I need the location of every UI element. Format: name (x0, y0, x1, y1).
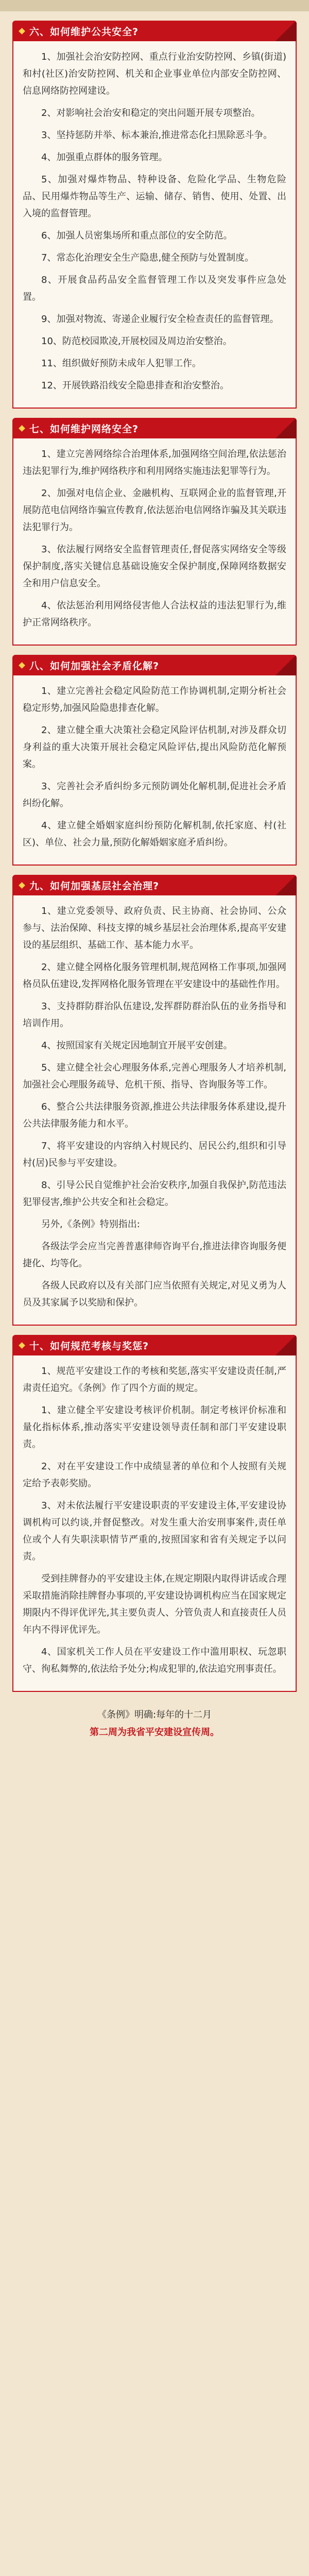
diamond-icon (19, 28, 25, 35)
section (12, 418, 297, 646)
section-paragraph: 8、开展食品药品安全监督管理工作以及突发事件应急处置。 (23, 275, 286, 302)
section-paragraph: 5、建立健全社会心理服务体系,完善心理服务人才培养机制,加强社会心理服务疏导、危机干预、指导、咨询服务等工作。 (23, 1062, 286, 1090)
diamond-icon (19, 662, 25, 669)
section-paragraph: 各级人民政府以及有关部门应当依照有关规定,对见义勇为人员及其家属予以奖励和保护。 (23, 1280, 286, 1308)
section-paragraph: 另外,《条例》特别指出: (41, 1219, 140, 1230)
section (12, 21, 297, 409)
section-paragraph: 2、加强对电信企业、金融机构、互联网企业的监督管理,开展防范电信网络诈骗宣传教育,依法惩治电信网络诈骗及其关联违法犯罪行为。 (23, 488, 286, 533)
section-paragraph: 3、支持群防群治队伍建设,发挥群防群治队伍的业务指导和培训作用。 (23, 1001, 286, 1029)
sections-container (0, 21, 309, 1692)
section-paragraph: 4、国家机关工作人员在平安建设工作中滥用职权、玩忽职守、徇私舞弊的,依法给予处分;构成犯罪的,依法追究刑事责任。 (23, 1647, 286, 1674)
section (12, 1335, 297, 1692)
section-body (12, 1355, 297, 1692)
section-paragraph: 2、对影响社会治安和稳定的突出问题开展专项整治。 (41, 108, 261, 118)
section-paragraph: 5、加强对爆炸物品、特种设备、危险化学品、生物危险品、民用爆炸物品等生产、运输、储存、销售、使用、处置、出入境的监督管理。 (23, 174, 286, 219)
section-header (12, 418, 297, 438)
section-paragraph: 4、加强重点群体的服务管理。 (41, 152, 168, 163)
section-paragraph: 12、开展铁路沿线安全隐患排查和治安整治。 (41, 380, 229, 391)
section-title: 六、如何维护公共安全? (29, 26, 139, 38)
section-title: 八、如何加强社会矛盾化解? (29, 660, 160, 672)
section-paragraph: 1、规范平安建设工作的考核和奖惩,落实平安建设责任制,严肃责任追究。《条例》作了四个方面的规定。 (23, 1366, 286, 1394)
section-header (12, 875, 297, 895)
section-header (12, 655, 297, 675)
section-title: 十、如何规范考核与奖惩? (29, 1340, 149, 1352)
header-corner-decoration (275, 21, 297, 41)
section-paragraph: 7、常态化治理安全生产隐患,健全预防与处置制度。 (41, 252, 254, 263)
header-corner-decoration (275, 875, 297, 895)
section-paragraph: 3、对未依法履行平安建设职责的平安建设主体,平安建设协调机构可以约谈,并督促整改。对发生重大治安刑事案件,责任单位或个人有失职渎职情节严重的,按照国家和省有关规定予以问责。 (23, 1500, 286, 1562)
section (12, 875, 297, 1326)
header-corner-decoration (275, 1335, 297, 1355)
section-title: 九、如何加强基层社会治理? (29, 880, 160, 892)
section-paragraph: 1、加强社会治安防控网、重点行业治安防控网、乡镇(街道)和村(社区)治安防控网、机关和企业事业单位内部安全防控网、信息网络防控网建设。 (23, 52, 286, 96)
section-paragraph: 3、依法履行网络安全监督管理责任,督促落实网络安全等级保护制度,落实关键信息基础设施安全保护制度,保障网络数据安全和用户信息安全。 (23, 544, 286, 589)
section-body (12, 895, 297, 1326)
footer-line-1: 《条例》明确:每年的十二月 (97, 1709, 212, 1720)
section-paragraph: 11、组织做好预防未成年人犯罪工作。 (41, 358, 201, 369)
section-paragraph: 3、坚持惩防并举、标本兼治,推进常态化扫黑除恶斗争。 (41, 130, 273, 141)
section-paragraph: 7、将平安建设的内容纳入村规民约、居民公约,组织和引导村(居)民参与平安建设。 (23, 1141, 286, 1168)
section-paragraph: 受到挂牌督办的平安建设主体,在规定期限内取得讲话或合理采取措施消除挂牌督办事项的,平安建设协调机构应当在国家规定期限内不得评优评先,其主要负责人、分管负责人和直接责任人员年内不得评优评先。 (23, 1573, 286, 1635)
section-paragraph: 2、建立健全重大决策社会稳定风险评估机制,对涉及群众切身利益的重大决策开展社会稳定风险评估,提出风险防范化解预案。 (23, 725, 286, 770)
section-paragraph: 6、整合公共法律服务资源,推进公共法律服务体系建设,提升公共法律服务能力和水平。 (23, 1101, 286, 1129)
section-paragraph: 1、建立完善社会稳定风险防范工作协调机制,定期分析社会稳定形势,加强风险隐患排查化解。 (23, 686, 286, 714)
diamond-icon (19, 882, 25, 889)
section-paragraph: 3、完善社会矛盾纠纷多元预防调处化解机制,促进社会矛盾纠纷化解。 (23, 781, 286, 809)
section-paragraph: 8、引导公民自觉维护社会治安秩序,加强自我保护,防范违法犯罪侵害,维护公共安全和社会稳定。 (23, 1180, 286, 1208)
section (12, 655, 297, 866)
section-paragraph: 9、加强对物流、寄递企业履行安全检查责任的监督管理。 (41, 314, 279, 325)
section-body (12, 41, 297, 409)
section-paragraph: 1、建立完善网络综合治理体系,加强网络空间治理,依法惩治违法犯罪行为,维护网络秩序和利用网络实施违法犯罪等行为。 (23, 449, 286, 477)
header-corner-decoration (275, 418, 297, 438)
section-paragraph: 1、建立健全平安建设考核评价机制。制定考核评价标准和量化指标体系,推动落实平安建设领导责任制和部门平安建设职责。 (23, 1405, 286, 1450)
footer-line-2: 第二周为我省平安建设宣传周。 (90, 1727, 219, 1738)
section-paragraph: 6、加强人员密集场所和重点部位的安全防范。 (41, 230, 233, 241)
diamond-icon (19, 1342, 25, 1349)
section-title: 七、如何维护网络安全? (29, 423, 139, 435)
footer-note (12, 1701, 297, 1757)
section-body (12, 438, 297, 646)
section-paragraph: 4、按照国家有关规定因地制宜开展平安创建。 (41, 1040, 233, 1051)
section-header (12, 21, 297, 41)
header-corner-decoration (275, 655, 297, 675)
section-paragraph: 2、对在平安建设工作中成绩显著的单位和个人按照有关规定给予表彰奖励。 (23, 1461, 286, 1489)
section-paragraph: 2、建立健全网格化服务管理机制,规范网格工作事项,加强网格员队伍建设,发挥网格化服务管理在平安建设中的基础性作用。 (23, 962, 286, 990)
section-header (12, 1335, 297, 1355)
section-paragraph: 10、防范校园欺凌,开展校园及周边治安整治。 (41, 336, 232, 347)
section-body (12, 675, 297, 866)
section-paragraph: 各级法学会应当完善普惠律师咨询平台,推进法律咨询服务便捷化、均等化。 (23, 1241, 286, 1269)
section-paragraph: 1、建立党委领导、政府负责、民主协商、社会协同、公众参与、法治保障、科技支撑的城乡基层社会治理体系,提高平安建设的基层组织、基础工作、基本能力水平。 (23, 906, 286, 951)
section-paragraph: 4、依法惩治利用网络侵害他人合法权益的违法犯罪行为,维护正常网络秩序。 (23, 600, 286, 628)
section-paragraph: 4、建立健全婚姻家庭纠纷预防化解机制,依托家庭、村(社区)、单位、社会力量,预防化解婚姻家庭矛盾纠纷。 (23, 820, 286, 848)
diamond-icon (19, 425, 25, 432)
top-banner-strip (0, 0, 309, 11)
